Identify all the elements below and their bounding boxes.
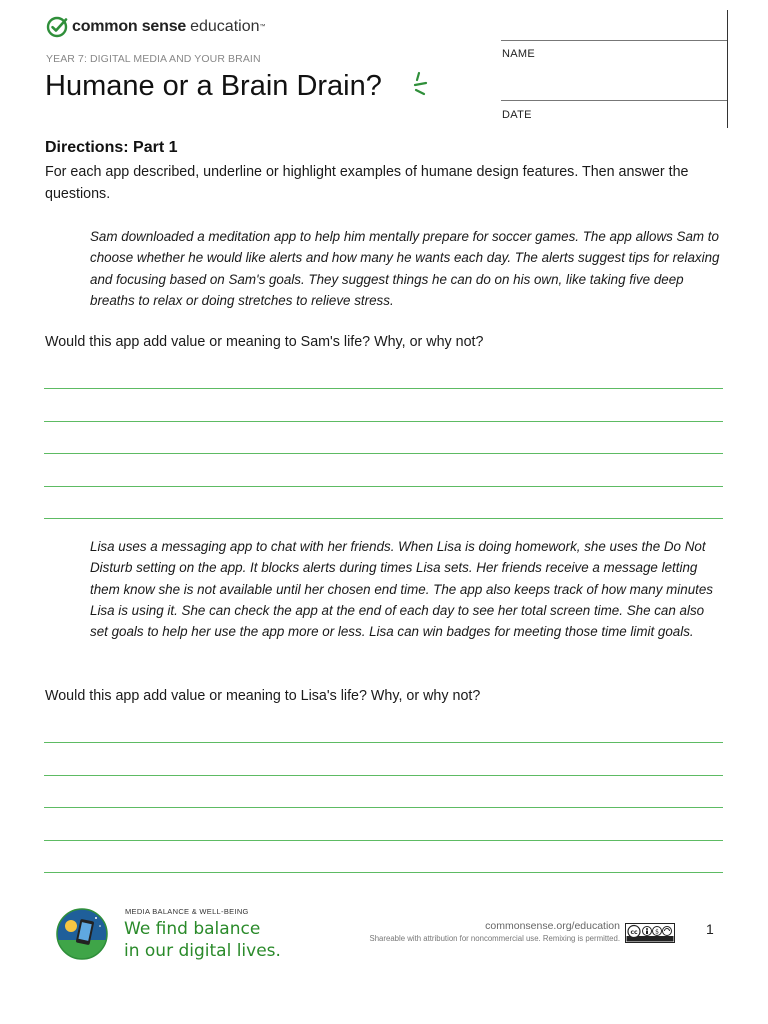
answer-line[interactable] <box>44 486 723 487</box>
answer-line[interactable] <box>44 807 723 808</box>
sparkle-icon <box>411 71 429 101</box>
directions-heading: Directions: Part 1 <box>45 139 178 156</box>
svg-text:$: $ <box>655 928 659 936</box>
footer-url[interactable]: commonsense.org/education <box>485 920 620 932</box>
answer-line[interactable] <box>44 421 723 422</box>
question-text: Would this app add value or meaning to Sam's life? Why, or why not? <box>45 334 484 350</box>
footer-license: Shareable with attribution for noncommercial use. Remixing is permitted. <box>369 934 620 943</box>
svg-text:cc: cc <box>630 928 638 936</box>
footer-slogan <box>124 918 281 962</box>
logo <box>46 16 265 38</box>
name-line[interactable] <box>501 40 727 41</box>
answer-line[interactable] <box>44 872 723 873</box>
answer-line[interactable] <box>44 775 723 776</box>
answer-line[interactable] <box>44 518 723 519</box>
directions-text: For each app described, underline or highlight examples of humane design features. Then answer the questions. <box>45 164 689 202</box>
scenario-text: Sam downloaded a meditation app to help him mentally prepare for soccer games. The app allows Sam to choose whether he would like alerts and how many he wants each day. The alerts suggest tips for relaxing and focusing based on Sam's goals. They suggest things he can do on his own, like taking five deep breaths to relax or doing stretches to relieve stress. <box>90 229 720 308</box>
logo-trademark: ™ <box>259 24 266 30</box>
unit-label: YEAR 7: DIGITAL MEDIA AND YOUR BRAIN <box>46 53 261 65</box>
footer-slogan-line: in our digital lives. <box>124 941 281 961</box>
question-text: Would this app add value or meaning to Lisa's life? Why, or why not? <box>45 688 481 704</box>
creative-commons-icon <box>625 923 675 943</box>
answer-line[interactable] <box>44 742 723 743</box>
answer-line[interactable] <box>44 388 723 389</box>
date-label: DATE <box>502 109 532 121</box>
date-line[interactable] <box>501 100 727 101</box>
page-title: Humane or a Brain Drain? <box>45 70 382 102</box>
balance-badge-icon <box>56 908 108 960</box>
footer-kicker: MEDIA BALANCE & WELL-BEING <box>125 907 249 916</box>
name-date-divider <box>727 10 728 128</box>
footer-slogan-line: We find balance <box>124 919 261 939</box>
page-number: 1 <box>706 921 714 937</box>
logo-wordmark-light: education <box>190 18 260 35</box>
answer-line[interactable] <box>44 453 723 454</box>
name-label: NAME <box>502 48 535 60</box>
checkmark-circle-icon <box>46 16 68 38</box>
logo-wordmark-bold: common sense <box>72 18 187 35</box>
scenario-text: Lisa uses a messaging app to chat with her friends. When Lisa is doing homework, she uses the Do Not Disturb setting on the app. It blocks alerts during times Lisa sets. Her friends receive a message letting them know she is not available until her chosen end time. The app also keeps track of how many minutes Lisa is using it. She can check the app at the end of each day to see her total screen time. She can also set goals to help her use the app more or less. Lisa can win badges for meeting those time limit goals. <box>90 539 713 640</box>
answer-line[interactable] <box>44 840 723 841</box>
